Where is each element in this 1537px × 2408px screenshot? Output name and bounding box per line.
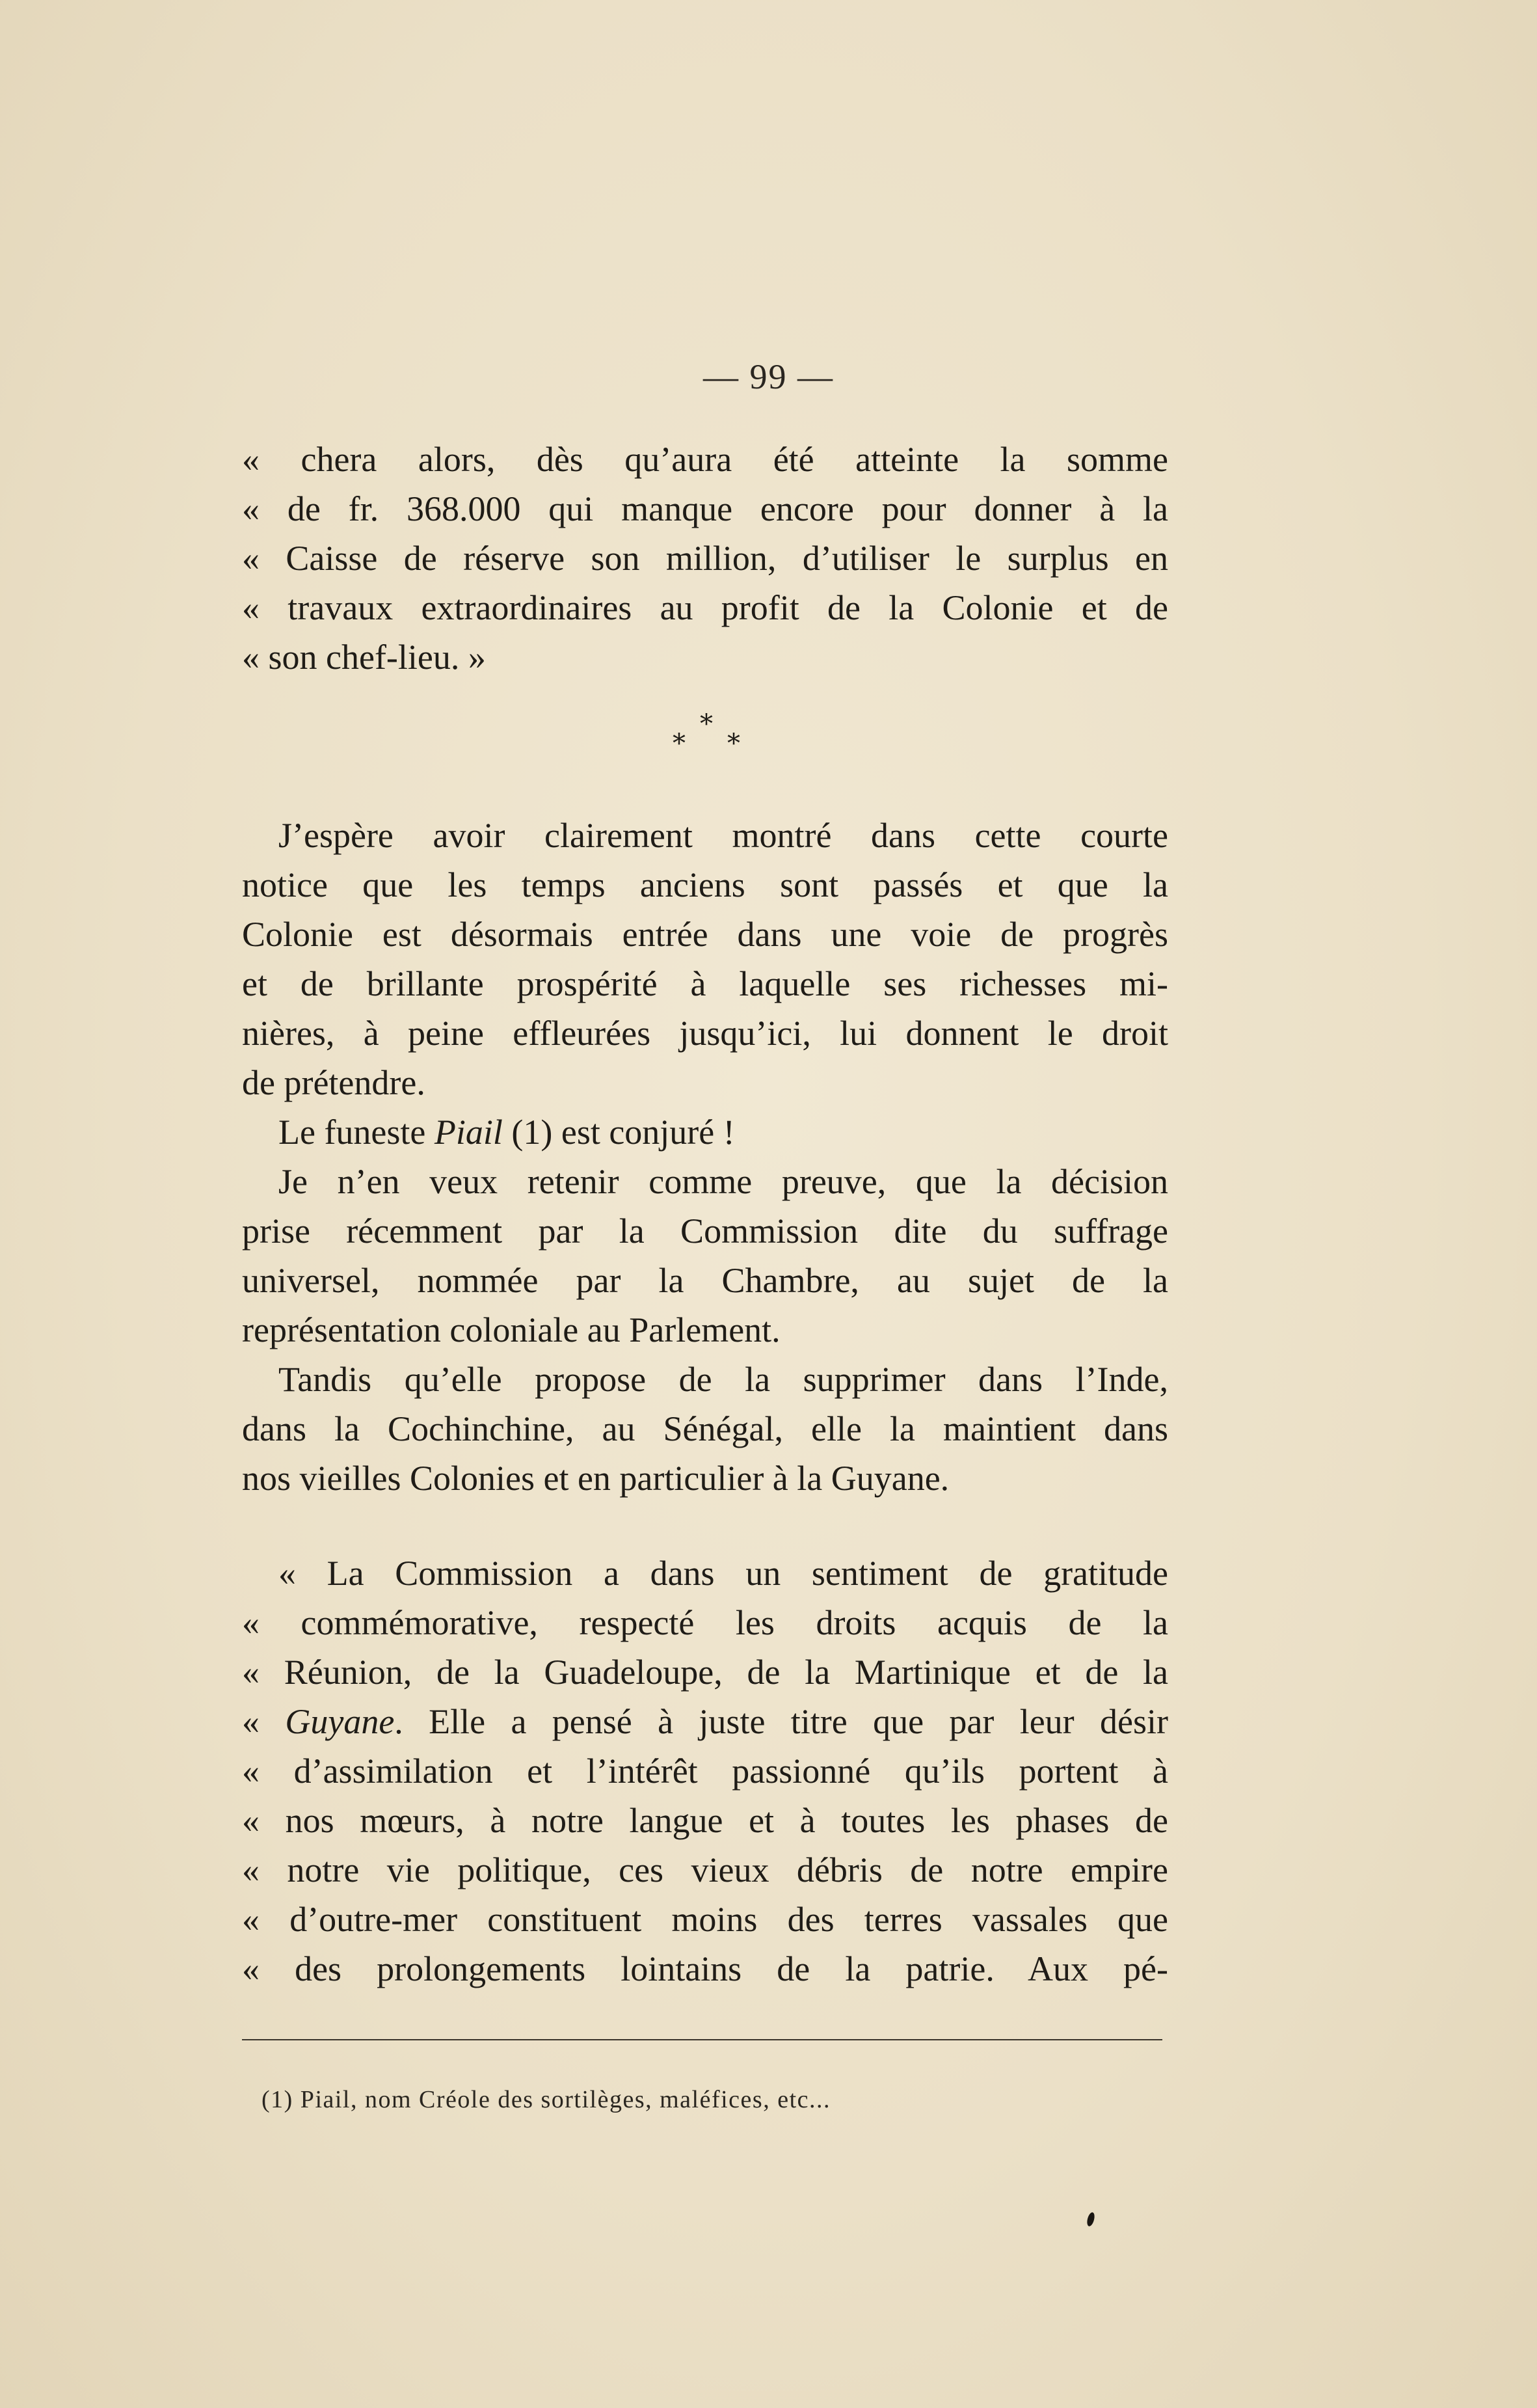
body-text — [242, 811, 1168, 1503]
text-line: Tandis qu’elle propose de la supprimer dans l’Inde, — [278, 1360, 1168, 1399]
text-line: « son chef-lieu. » — [242, 638, 486, 677]
text-line: « La Commission a dans un sentiment de gratitude — [278, 1554, 1168, 1593]
asterism-separator — [673, 709, 751, 761]
text-line: « notre vie politique, ces vieux débris de notre empire — [242, 1850, 1168, 1889]
asterism-star: * — [700, 709, 713, 739]
text-line: et de brillante prospérité à laquelle ses richesses mi- — [242, 964, 1168, 1003]
text-line: dans la Cochinchine, au Sénégal, elle la maintient dans — [242, 1409, 1168, 1448]
text-fragment: Le funeste — [278, 1113, 434, 1152]
page-number: — 99 — — [703, 357, 834, 396]
text-fragment: « — [242, 1702, 286, 1741]
text-line: « travaux extraordinaires au profit de la Colonie et de — [242, 588, 1168, 627]
italic-term: Piail — [434, 1113, 503, 1152]
text-line: « chera alors, dès qu’aura été atteinte la somme — [242, 440, 1168, 479]
text-line: « nos mœurs, à notre langue et à toutes les phases de — [242, 1801, 1168, 1840]
text-line: « de fr. 368.000 qui manque encore pour donner à la — [242, 489, 1168, 528]
text-line: nières, à peine effleurées jusqu’ici, lui donnent le droit — [242, 1014, 1168, 1053]
text-line — [242, 1697, 1168, 1746]
quote-continuation — [242, 435, 1168, 682]
text-line: nos vieilles Colonies et en particulier à la Guyane. — [242, 1459, 950, 1498]
quote-block — [242, 1549, 1168, 1994]
footnote: (1) Piail, nom Créole des sortilèges, maléfices, etc... — [261, 2086, 831, 2113]
italic-term: Guyane — [285, 1702, 395, 1741]
text-line: « d’assimilation et l’intérêt passionné qu’ils portent à — [242, 1752, 1168, 1791]
text-line: J’espère avoir clairement montré dans cette courte — [278, 816, 1168, 855]
text-line: universel, nommée par la Chambre, au sujet de la — [242, 1261, 1168, 1300]
text-line: Colonie est désormais entrée dans une voie de progrès — [242, 915, 1168, 954]
text-line: « d’outre-mer constituent moins des terres vassales que — [242, 1900, 1168, 1939]
text-line: de prétendre. — [242, 1063, 425, 1102]
footnote-rule — [242, 2039, 1162, 2040]
text-line: représentation coloniale au Parlement. — [242, 1310, 781, 1349]
text-line — [242, 1107, 1168, 1157]
text-fragment: . Elle a pensé à juste titre que par leur désir — [394, 1702, 1168, 1741]
ink-blot — [1086, 2212, 1095, 2227]
text-line: Je n’en veux retenir comme preuve, que la décision — [278, 1162, 1168, 1201]
text-fragment: (1) est conjuré ! — [502, 1113, 735, 1152]
asterism-star: * — [673, 729, 686, 759]
text-line: « Caisse de réserve son million, d’utiliser le surplus en — [242, 539, 1168, 578]
asterism-star: * — [727, 729, 740, 759]
text-line: prise récemment par la Commission dite du suffrage — [242, 1211, 1168, 1251]
text-line: notice que les temps anciens sont passés et que la — [242, 865, 1168, 904]
text-line: « commémorative, respecté les droits acquis de la — [242, 1603, 1168, 1642]
text-line: « des prolongements lointains de la patrie. Aux pé- — [242, 1949, 1168, 1988]
text-line: « Réunion, de la Guadeloupe, de la Martinique et de la — [242, 1653, 1168, 1692]
